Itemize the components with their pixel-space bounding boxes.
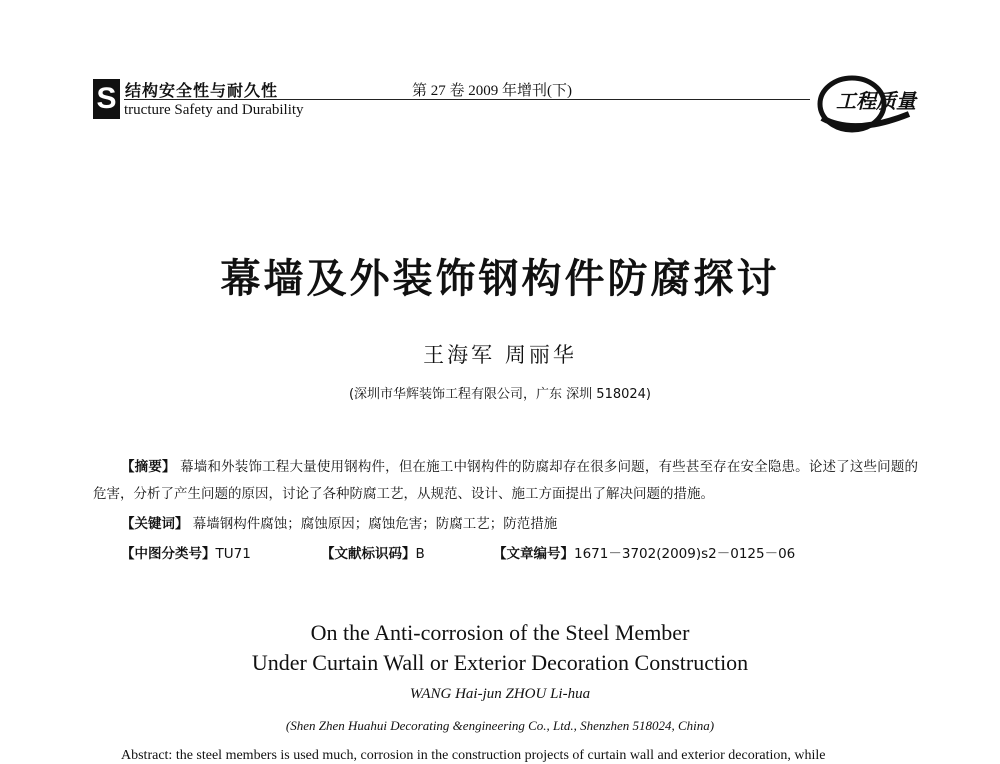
keywords (121, 512, 557, 532)
doc-code (321, 542, 425, 562)
section-title-cn: 结构安全性与耐久性 (125, 81, 279, 100)
section-title-en: tructure Safety and Durability (124, 102, 304, 118)
english-title (0, 618, 1000, 678)
authors: 王海军 周丽华 (423, 343, 577, 367)
keywords-text: 幕墙钢构件腐蚀；腐蚀原因；腐蚀危害；防腐工艺；防范措施 (192, 516, 558, 532)
journal-logo-letter: S (93, 79, 120, 119)
abstract-text: 幕墙和外装饰工程大量使用钢构件，但在施工中钢构件的防腐却存在很多问题，有些甚至存在安全隐患。论述了这些问题的危害，分析了产生问题的原因，讨论了各种防腐工艺，从规范、设计、施工方面提出了解决问题的措施。 (93, 459, 919, 502)
article-no-label: 【文章编号】 (493, 546, 574, 562)
english-abstract: Abstract: the steel members is used much, corrosion in the construction projects of curtain wall and exterior decoration, while (121, 748, 826, 763)
doc-code-value: B (415, 546, 425, 562)
article-number (493, 542, 795, 562)
clc-code (121, 542, 251, 562)
english-authors: WANG Hai-jun ZHOU Li-hua (409, 686, 591, 702)
keywords-label: 【关键词】 (121, 516, 189, 532)
clc-value: TU71 (215, 546, 251, 562)
volume-info: 第 27 卷 2009 年增刊(下) (412, 83, 572, 99)
clc-label: 【中图分类号】 (121, 546, 216, 562)
english-title-line2: Under Curtain Wall or Exterior Decoration Construction (251, 650, 749, 675)
affiliation: (深圳市华辉装饰工程有限公司，广东 深圳 518024) (348, 387, 652, 402)
english-affiliation: (Shen Zhen Huahui Decorating &engineering Co., Ltd., Shenzhen 518024, China) (285, 718, 715, 733)
doc-code-label: 【文献标识码】 (321, 546, 416, 562)
article-title: 幕墙及外装饰钢构件防腐探讨 (220, 256, 780, 302)
classification-row (121, 542, 921, 562)
journal-brand-logo (814, 66, 924, 146)
brand-text: 工程质量 (836, 89, 916, 113)
english-title-line1: On the Anti-corrosion of the Steel Member (310, 620, 690, 645)
article-no-value: 1671－3702(2009)s2－0125－06 (574, 546, 796, 562)
abstract-label: 【摘要】 (121, 459, 176, 475)
abstract (93, 454, 918, 508)
